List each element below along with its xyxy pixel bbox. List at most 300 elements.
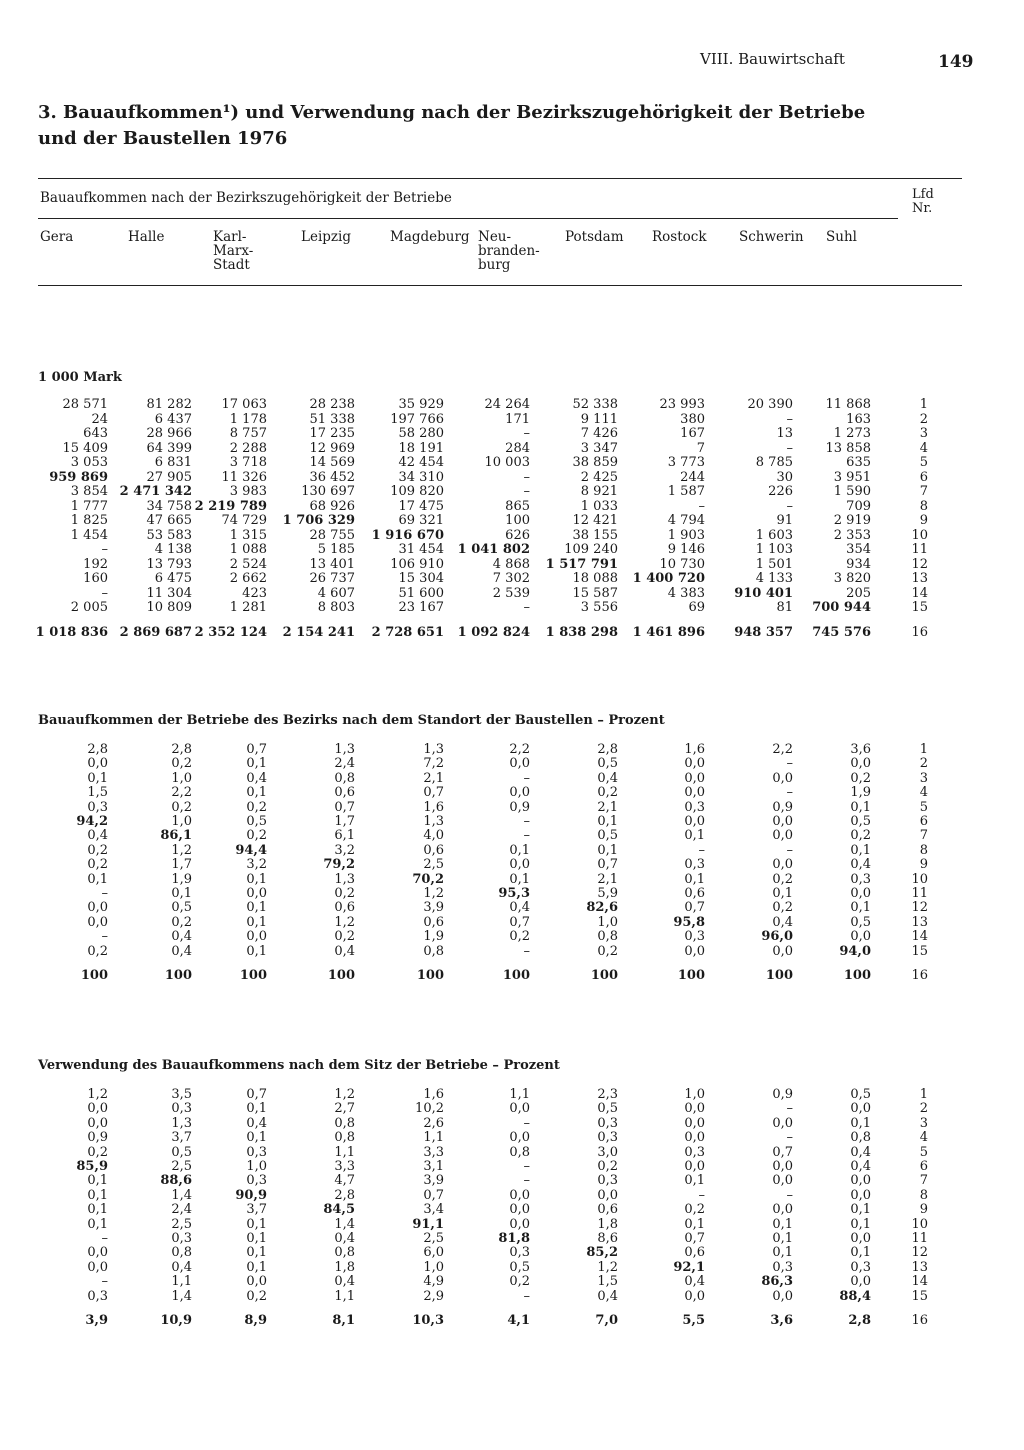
table-cell: 0,3 <box>850 871 871 887</box>
table-cell: 11 304 <box>146 585 192 601</box>
table-cell: 9 111 <box>580 411 618 427</box>
table-cell: 0,0 <box>684 814 705 829</box>
table-row <box>0 1203 1024 1217</box>
table-cell: – <box>101 585 108 601</box>
row-number: 3 <box>919 770 928 786</box>
table-cell: 1,0 <box>171 770 192 786</box>
row-number: 8 <box>919 842 928 858</box>
table-cell: 2,3 <box>597 1087 618 1102</box>
table-cell: 0,7 <box>246 742 267 757</box>
table-cell: 0,5 <box>509 1259 530 1275</box>
table-cell: 0,3 <box>87 1288 108 1304</box>
table-cell: 30 <box>776 469 793 485</box>
page-number: 149 <box>938 52 974 72</box>
table-cell: 3 556 <box>580 600 618 615</box>
row-number: 9 <box>919 1202 928 1218</box>
table-cell: 0,0 <box>772 814 793 829</box>
table-cell: 0,2 <box>246 799 267 815</box>
table-cell: 0,2 <box>246 828 267 844</box>
table-cell: 24 <box>91 411 108 427</box>
row-number: 7 <box>919 484 928 499</box>
table-cell: – <box>786 411 793 427</box>
table-cell: – <box>523 1288 530 1304</box>
table-cell: 0,1 <box>509 871 530 887</box>
table-row <box>0 930 1024 944</box>
table-row <box>0 1232 1024 1246</box>
table-cell: 0,3 <box>597 1130 618 1146</box>
row-number: 8 <box>919 1187 928 1203</box>
table-cell: 0,3 <box>246 1144 267 1160</box>
table-cell: 0,0 <box>87 914 108 930</box>
table-cell: 8,6 <box>597 1231 618 1246</box>
table-cell: 100 <box>505 513 530 528</box>
table-cell: 0,2 <box>597 785 618 801</box>
table-cell: 0,1 <box>246 1216 267 1232</box>
table-cell: 3,2 <box>334 842 355 858</box>
table-cell: 0,5 <box>850 914 871 930</box>
table-cell: 0,0 <box>772 770 793 786</box>
table-cell: 0,4 <box>171 1259 192 1275</box>
table-cell: 8 921 <box>580 484 618 499</box>
table-cell: 0,1 <box>246 900 267 916</box>
table-cell: 0,6 <box>684 886 705 901</box>
table-cell: 4 868 <box>492 556 530 572</box>
table-cell: 643 <box>83 426 108 441</box>
table-cell: 2 425 <box>580 469 618 485</box>
table-cell: 4,9 <box>423 1274 444 1290</box>
table-cell: 1,1 <box>334 1288 355 1304</box>
table-cell: 31 454 <box>398 542 444 557</box>
table-cell: – <box>786 498 793 514</box>
table-cell: 0,3 <box>597 1173 618 1189</box>
table-cell: 0,0 <box>850 1187 871 1203</box>
table-cell: 1 501 <box>755 556 793 572</box>
column-header-8 <box>652 230 707 244</box>
table-cell: 3 773 <box>667 455 705 470</box>
table-cell: 0,5 <box>850 814 871 829</box>
table-cell: 0,8 <box>334 770 355 786</box>
table-cell: 20 390 <box>747 397 793 412</box>
row-number: 9 <box>919 513 928 528</box>
column-header-line: Schwerin <box>739 229 804 245</box>
table-cell: – <box>523 828 530 844</box>
table-cell: 2,8 <box>87 742 108 757</box>
table-cell: 0,9 <box>87 1130 108 1146</box>
table-cell: 13 858 <box>825 440 871 456</box>
table-cell: 2,8 <box>597 742 618 757</box>
table-cell: 2 352 124 <box>194 625 267 640</box>
table-cell: 226 <box>768 484 793 499</box>
table-cell: 0,1 <box>246 1231 267 1246</box>
column-header-line: Halle <box>128 229 165 245</box>
table-cell: 2 005 <box>70 600 108 615</box>
table-cell: 0,0 <box>772 828 793 844</box>
row-number: 10 <box>911 1216 928 1232</box>
table-cell: 5,5 <box>682 1313 705 1328</box>
table-cell: 1 916 670 <box>371 527 444 543</box>
table-cell: – <box>101 1231 108 1246</box>
table-cell: 0,0 <box>509 785 530 801</box>
table-cell: 100 <box>164 968 192 983</box>
table-cell: 12 969 <box>309 440 355 456</box>
table-cell: 0,0 <box>850 1101 871 1117</box>
table-cell: 2 471 342 <box>119 484 192 499</box>
table-cell: 0,2 <box>87 1144 108 1160</box>
table-cell: 86,1 <box>160 828 192 844</box>
table-cell: 2 219 789 <box>194 498 267 514</box>
table-cell: 0,4 <box>246 1115 267 1131</box>
table-cell: 0,8 <box>171 1245 192 1261</box>
table-cell: 0,4 <box>850 1144 871 1160</box>
table-row <box>0 945 1024 959</box>
table-cell: 3,9 <box>423 1173 444 1189</box>
table-cell: 0,1 <box>87 1187 108 1203</box>
table-cell: 0,7 <box>509 914 530 930</box>
table-cell: 8,1 <box>332 1313 355 1328</box>
table-cell: – <box>786 756 793 772</box>
table-row <box>0 1088 1024 1102</box>
table-cell: 0,0 <box>246 929 267 945</box>
table-cell: 0,1 <box>246 871 267 887</box>
table-cell: 0,5 <box>597 1101 618 1117</box>
table-row <box>0 1102 1024 1116</box>
table-cell: 0,0 <box>850 886 871 901</box>
table-cell: 0,0 <box>509 1130 530 1146</box>
table-cell: 3,1 <box>423 1159 444 1174</box>
table-cell: 36 452 <box>309 469 355 485</box>
table-cell: 70,2 <box>412 871 444 887</box>
table-cell: 0,9 <box>509 799 530 815</box>
table-cell: 0,2 <box>684 1202 705 1218</box>
column-header-line: Neu- <box>478 229 512 245</box>
table-cell: 5,9 <box>597 886 618 901</box>
table-row <box>0 1189 1024 1203</box>
table-cell: 0,0 <box>850 1274 871 1290</box>
table-cell: 197 766 <box>390 411 444 427</box>
table-cell: 0,0 <box>87 1115 108 1131</box>
table-cell: 0,4 <box>684 1274 705 1290</box>
table-cell: 38 155 <box>572 527 618 543</box>
table-cell: 9 146 <box>667 542 705 557</box>
table-cell: – <box>786 1130 793 1146</box>
table-row <box>0 1290 1024 1304</box>
table-cell: 106 910 <box>390 556 444 572</box>
table-cell: 205 <box>846 585 871 601</box>
table-cell: 1,2 <box>423 886 444 901</box>
table-cell: 0,6 <box>684 1245 705 1261</box>
row-number: 14 <box>911 585 928 601</box>
table-cell: 88,4 <box>839 1288 871 1304</box>
table-cell: 15 587 <box>572 585 618 601</box>
table-cell: 2 288 <box>229 440 267 456</box>
table-cell: 0,4 <box>171 929 192 945</box>
table-cell: 0,8 <box>423 943 444 959</box>
table-cell: 0,0 <box>87 756 108 772</box>
table-cell: 635 <box>846 455 871 470</box>
table-cell: 0,0 <box>772 1202 793 1218</box>
table-cell: 0,7 <box>597 857 618 873</box>
table-row <box>0 1117 1024 1131</box>
table-cell: 1,7 <box>334 814 355 829</box>
column-header-9 <box>739 230 804 244</box>
row-number: 4 <box>919 440 928 456</box>
table-cell: 1 461 896 <box>632 625 705 640</box>
row-number: 9 <box>919 857 928 873</box>
table-cell: 58 280 <box>398 426 444 441</box>
table-cell: 4,7 <box>334 1173 355 1189</box>
table-cell: 74 729 <box>221 513 267 528</box>
table-cell: 24 264 <box>484 397 530 412</box>
table-cell: – <box>786 1187 793 1203</box>
table-cell: 90,9 <box>235 1187 267 1203</box>
table-cell: 0,3 <box>684 1144 705 1160</box>
table-cell: 0,2 <box>597 1159 618 1174</box>
table-cell: 0,9 <box>772 1087 793 1102</box>
table-cell: 0,0 <box>850 929 871 945</box>
row-number: 5 <box>919 799 928 815</box>
table-cell: 1 041 802 <box>457 542 530 557</box>
row-number: 10 <box>911 527 928 543</box>
table-cell: 3,3 <box>334 1159 355 1174</box>
table-cell: 3 053 <box>70 455 108 470</box>
table-cell: 0,7 <box>684 1231 705 1246</box>
table-cell: 0,4 <box>334 1274 355 1290</box>
table-cell: 1 838 298 <box>545 625 618 640</box>
row-number: 16 <box>911 1313 928 1328</box>
table-cell: 0,6 <box>334 900 355 916</box>
table-cell: 85,9 <box>76 1159 108 1174</box>
table-row <box>0 514 1024 528</box>
table-cell: 0,7 <box>772 1144 793 1160</box>
table-cell: 79,2 <box>323 857 355 873</box>
table-cell: 1,2 <box>334 914 355 930</box>
table-cell: 6,0 <box>423 1245 444 1261</box>
table-cell: 0,3 <box>171 1231 192 1246</box>
table-cell: 0,7 <box>423 785 444 801</box>
table-cell: 18 088 <box>572 571 618 586</box>
table-cell: 94,4 <box>235 842 267 858</box>
table-row <box>0 844 1024 858</box>
table-cell: 4 383 <box>667 585 705 601</box>
table-cell: 0,5 <box>171 900 192 916</box>
table-row <box>0 1261 1024 1275</box>
table-cell: 948 357 <box>734 625 793 640</box>
table-row <box>0 500 1024 514</box>
table-row <box>0 427 1024 441</box>
table-row <box>0 901 1024 915</box>
table-cell: 69 <box>688 600 705 615</box>
table-cell: 1,3 <box>423 742 444 757</box>
table-cell: 100 <box>502 968 530 983</box>
table-cell: 0,4 <box>87 828 108 844</box>
table-cell: 0,0 <box>684 1115 705 1131</box>
running-header: VIII. Bauwirtschaft <box>700 50 845 68</box>
table-cell: 0,2 <box>850 828 871 844</box>
table-cell: – <box>523 1115 530 1131</box>
total-row <box>0 1314 1024 1328</box>
table-cell: 0,4 <box>597 770 618 786</box>
table-cell: 2,1 <box>423 770 444 786</box>
table-cell: 3,4 <box>423 1202 444 1218</box>
table-cell: 0,2 <box>334 929 355 945</box>
table-cell: 2 919 <box>833 513 871 528</box>
table-cell: 17 235 <box>309 426 355 441</box>
table-cell: 0,1 <box>772 1216 793 1232</box>
table-cell: 934 <box>846 556 871 572</box>
table-cell: – <box>698 1187 705 1203</box>
table-cell: 910 401 <box>734 585 793 601</box>
table-cell: 3,3 <box>423 1144 444 1160</box>
table-cell: 0,1 <box>850 842 871 858</box>
table-cell: 1,4 <box>171 1187 192 1203</box>
table-row <box>0 413 1024 427</box>
table-cell: 0,7 <box>334 799 355 815</box>
table-cell: 0,0 <box>509 1101 530 1117</box>
table-cell: 0,0 <box>87 1259 108 1275</box>
table-cell: 2,7 <box>334 1101 355 1117</box>
table-cell: 2,4 <box>171 1202 192 1218</box>
table-row <box>0 587 1024 601</box>
row-number: 3 <box>919 1115 928 1131</box>
table-cell: 10,2 <box>415 1101 444 1117</box>
table-cell: 0,1 <box>850 1202 871 1218</box>
table-cell: 17 063 <box>221 397 267 412</box>
table-row <box>0 471 1024 485</box>
table-cell: 0,3 <box>684 857 705 873</box>
table-cell: 23 993 <box>659 397 705 412</box>
table-cell: 0,0 <box>684 1288 705 1304</box>
table-cell: 1,9 <box>423 929 444 945</box>
table-cell: 0,5 <box>246 814 267 829</box>
table-cell: 0,2 <box>509 1274 530 1290</box>
table-cell: 0,4 <box>772 914 793 930</box>
row-number: 7 <box>919 1173 928 1189</box>
table-cell: 192 <box>83 556 108 572</box>
table-cell: 0,1 <box>850 1115 871 1131</box>
column-header-line: Rostock <box>652 229 707 245</box>
table-cell: 1,1 <box>334 1144 355 1160</box>
table-cell: 7,2 <box>423 756 444 772</box>
table-cell: – <box>786 785 793 801</box>
table-cell: 0,0 <box>509 1202 530 1218</box>
table-cell: 3 951 <box>833 469 871 485</box>
table-cell: 0,1 <box>850 1216 871 1232</box>
column-header-line: Karl- <box>213 229 247 245</box>
table-row <box>0 398 1024 412</box>
table-cell: 2 728 651 <box>371 625 444 640</box>
table-cell: 51 338 <box>309 411 355 427</box>
table-cell: 0,0 <box>246 1274 267 1290</box>
table-cell: 1 018 836 <box>35 625 108 640</box>
table-cell: – <box>101 1274 108 1290</box>
table-cell: 1,4 <box>334 1216 355 1232</box>
table-row <box>0 1160 1024 1174</box>
table-cell: 0,1 <box>246 1245 267 1261</box>
section-title: 1 000 Mark <box>38 370 122 385</box>
row-number: 14 <box>911 1274 928 1290</box>
table-cell: 1,2 <box>171 842 192 858</box>
table-cell: 1 273 <box>833 426 871 441</box>
table-row <box>0 772 1024 786</box>
table-cell: 100 <box>239 968 267 983</box>
table-row <box>0 1146 1024 1160</box>
table-cell: 51 600 <box>398 585 444 601</box>
table-cell: 85,2 <box>586 1245 618 1261</box>
table-cell: 8 803 <box>317 600 355 615</box>
row-number: 11 <box>911 542 928 557</box>
table-cell: 1 092 824 <box>457 625 530 640</box>
column-header-line: branden- <box>478 243 540 259</box>
table-cell: 160 <box>83 571 108 586</box>
table-cell: 0,2 <box>246 1288 267 1304</box>
table-cell: – <box>101 542 108 557</box>
column-header-line: Potsdam <box>565 229 624 245</box>
table-cell: 18 191 <box>398 440 444 456</box>
table-cell: 11 326 <box>221 469 267 485</box>
table-cell: 0,0 <box>684 785 705 801</box>
table-cell: 1,5 <box>87 785 108 801</box>
table-row <box>0 543 1024 557</box>
table-cell: 3 347 <box>580 440 618 456</box>
table-cell: 0,1 <box>684 828 705 844</box>
table-cell: 1 315 <box>229 527 267 543</box>
table-cell: 94,0 <box>839 943 871 959</box>
table-cell: 0,6 <box>423 914 444 930</box>
column-header-line: Suhl <box>826 229 857 245</box>
table-cell: – <box>523 484 530 499</box>
table-cell: 23 167 <box>398 600 444 615</box>
table-cell: 1,6 <box>423 799 444 815</box>
table-cell: 11 868 <box>825 397 871 412</box>
table-cell: 0,1 <box>684 871 705 887</box>
table-cell: 0,1 <box>597 814 618 829</box>
table-cell: 0,1 <box>850 900 871 916</box>
table-cell: 3,9 <box>423 900 444 916</box>
table-cell: 28 966 <box>146 426 192 441</box>
table-cell: 4,1 <box>507 1313 530 1328</box>
table-cell: 0,7 <box>684 900 705 916</box>
total-row <box>0 626 1024 640</box>
table-cell: 0,1 <box>684 1173 705 1189</box>
rule-top <box>38 178 962 179</box>
table-cell: 2 154 241 <box>282 625 355 640</box>
table-cell: 0,0 <box>509 1187 530 1203</box>
table-cell: 3 854 <box>70 484 108 499</box>
table-cell: 0,2 <box>772 871 793 887</box>
table-cell: – <box>101 886 108 901</box>
table-cell: 2 662 <box>229 571 267 586</box>
table-cell: 15 409 <box>62 440 108 456</box>
table-cell: 2,6 <box>423 1115 444 1131</box>
table-cell: 109 820 <box>390 484 444 499</box>
table-cell: 423 <box>242 585 267 601</box>
table-cell: – <box>523 600 530 615</box>
table-cell: 6 437 <box>154 411 192 427</box>
row-number: 4 <box>919 1130 928 1146</box>
column-header-6 <box>478 230 540 272</box>
column-header-3 <box>213 230 253 272</box>
table-cell: 1,0 <box>246 1159 267 1174</box>
table-cell: 2,8 <box>334 1187 355 1203</box>
table-cell: 0,1 <box>772 1231 793 1246</box>
table-cell: 0,1 <box>87 871 108 887</box>
table-cell: 171 <box>505 411 530 427</box>
table-cell: 2,9 <box>423 1288 444 1304</box>
table-cell: 130 697 <box>301 484 355 499</box>
table-cell: 0,1 <box>772 1245 793 1261</box>
table-cell: 86,3 <box>761 1274 793 1290</box>
table-cell: 100 <box>677 968 705 983</box>
